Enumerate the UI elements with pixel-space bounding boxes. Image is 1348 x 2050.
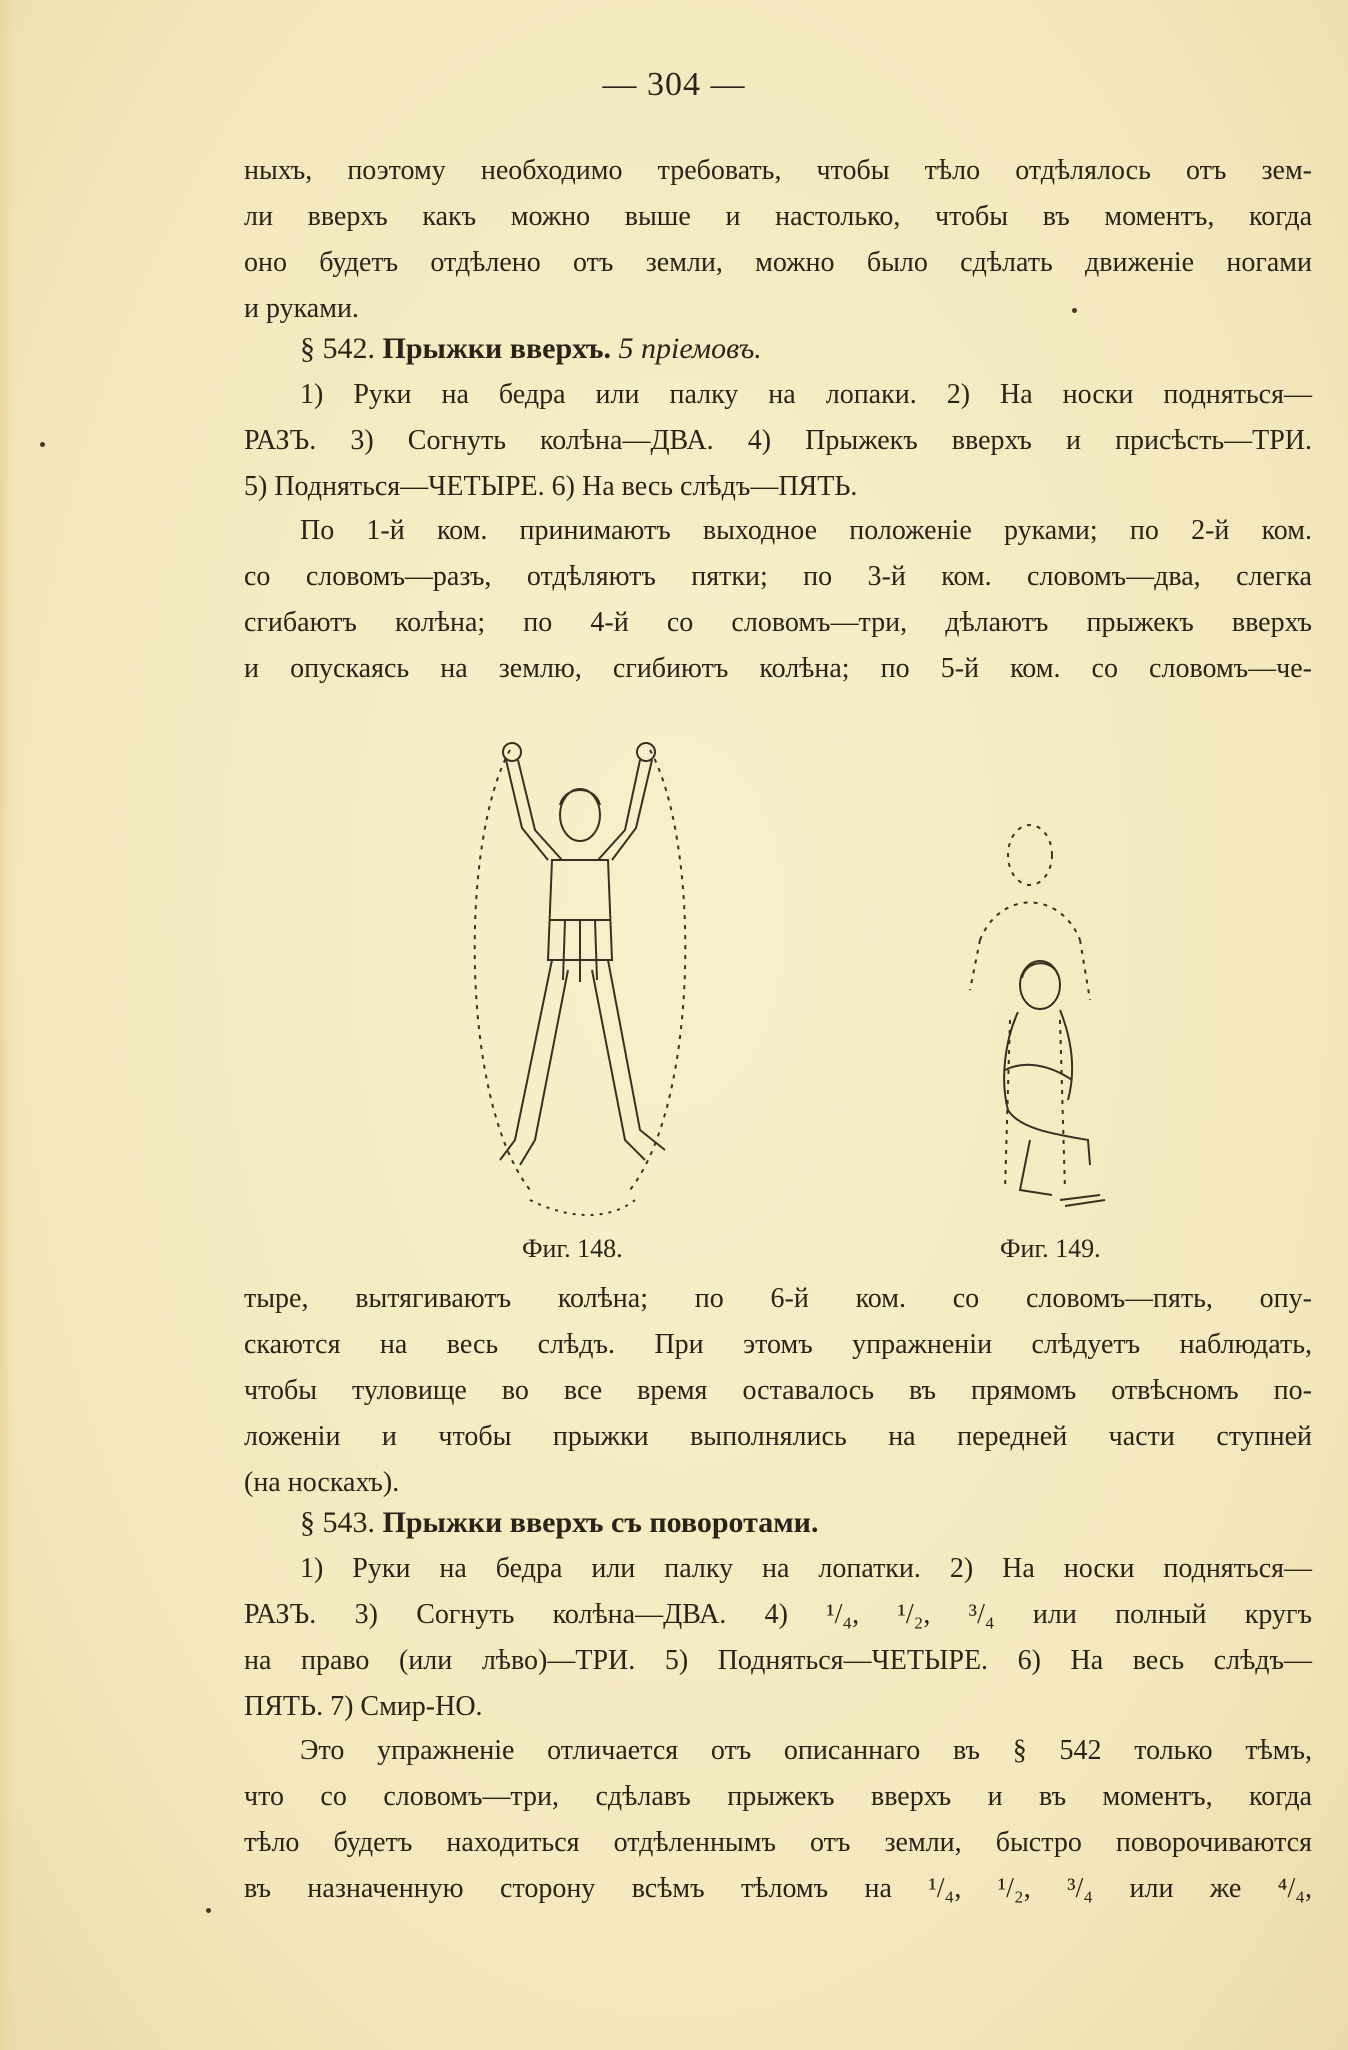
section-title: Прыжки вверхъ. [382, 332, 612, 365]
text-line: ложеніи и чтобы прыжки выполнялись на передней части ступней [244, 1421, 1312, 1452]
section-543-explanation [244, 1728, 1312, 1912]
text-line: чтобы туловище во все время оставалось въ прямомъ отвѣсномъ по- [244, 1375, 1312, 1406]
text-line: ли вверхъ какъ можно выше и настолько, чтобы въ моментъ, когда [244, 201, 1312, 232]
page-edge-shading [0, 0, 14, 2050]
text-line: и опускаясь на землю, сгибиютъ колѣна; по 5-й ком. со словомъ—че- [244, 653, 1312, 684]
text-line: 5) Подняться—ЧЕТЫРЕ. 6) На весь слѣдъ—ПЯТЬ. [244, 471, 858, 502]
text-line: РАЗЪ. 3) Согнуть колѣна—ДВА. 4) Прыжекъ вверхъ и присѣсть—ТРИ. [244, 425, 1312, 456]
text-line: со словомъ—разъ, отдѣляютъ пятки; по 3-й ком. словомъ—два, слегка [244, 561, 1312, 592]
text-line: скаются на весь слѣдъ. При этомъ упражненіи слѣдуетъ наблюдать, [244, 1329, 1312, 1360]
text-line: 1) Руки на бедра или палку на лопатки. 2) На носки подняться— [300, 1553, 1312, 1584]
figure-148-drawing [475, 743, 686, 1215]
text-line: тыре, вытягиваютъ колѣна; по 6-й ком. со словомъ—пять, опу- [244, 1283, 1312, 1314]
text-line: 1) Руки на бедра или палку на лопаки. 2) На носки подняться— [300, 379, 1312, 410]
paragraph-top [244, 148, 1312, 332]
paragraph-continuation [244, 1276, 1312, 1506]
figures-illustration [440, 720, 1160, 1270]
text-line: что со словомъ—три, сдѣлавъ прыжекъ вверхъ и въ моментъ, когда [244, 1781, 1312, 1812]
section-542-commands [244, 372, 1312, 510]
figure-149-drawing [970, 825, 1105, 1206]
section-542-heading [244, 326, 1312, 372]
text-line: По 1-й ком. принимаютъ выходное положеніе руками; по 2-й ком. [300, 515, 1312, 546]
text-line: (на носкахъ). [244, 1467, 400, 1498]
section-542-explanation [244, 508, 1312, 692]
section-543-commands [244, 1546, 1312, 1730]
ink-speck [206, 1908, 211, 1913]
text-line: оно будетъ отдѣлено отъ земли, можно было сдѣлать движеніе ногами [244, 247, 1312, 278]
figure-148-caption: Фиг. 148. [522, 1234, 623, 1263]
text-line: въ назначенную сторону всѣмъ тѣломъ на ¹/₄, ¹/₂, ³/₄ или же ⁴/₄, [244, 1873, 1312, 1904]
text-line: РАЗЪ. 3) Согнуть колѣна—ДВА. 4) ¹/₄, ¹/₂, ³/₄ или полный кругъ [244, 1599, 1312, 1630]
section-subtitle: 5 пріемовъ. [618, 332, 762, 365]
section-543-heading [244, 1500, 1312, 1546]
text-line: и руками. [244, 293, 359, 324]
page-number: — 304 — [602, 66, 746, 103]
section-number: § 542. [300, 332, 375, 365]
text-line: ПЯТЬ. 7) Смир-НО. [244, 1691, 483, 1722]
text-line: ныхъ, поэтому необходимо требовать, чтобы тѣло отдѣлялось отъ зем- [244, 155, 1312, 186]
ink-speck [40, 442, 45, 447]
figure-149-caption: Фиг. 149. [1000, 1234, 1101, 1263]
text-line: сгибаютъ колѣна; по 4-й со словомъ—три, дѣлаютъ прыжекъ вверхъ [244, 607, 1312, 638]
text-line: тѣло будетъ находиться отдѣленнымъ отъ земли, быстро поворочиваются [244, 1827, 1312, 1858]
text-line: Это упражненіе отличается отъ описаннаго въ § 542 только тѣмъ, [300, 1735, 1312, 1766]
section-title: Прыжки вверхъ съ поворотами. [382, 1506, 819, 1539]
ink-speck [1072, 308, 1077, 313]
section-number: § 543. [300, 1506, 375, 1539]
text-line: на право (или лѣво)—ТРИ. 5) Подняться—ЧЕТЫРЕ. 6) На весь слѣдъ— [244, 1645, 1312, 1676]
